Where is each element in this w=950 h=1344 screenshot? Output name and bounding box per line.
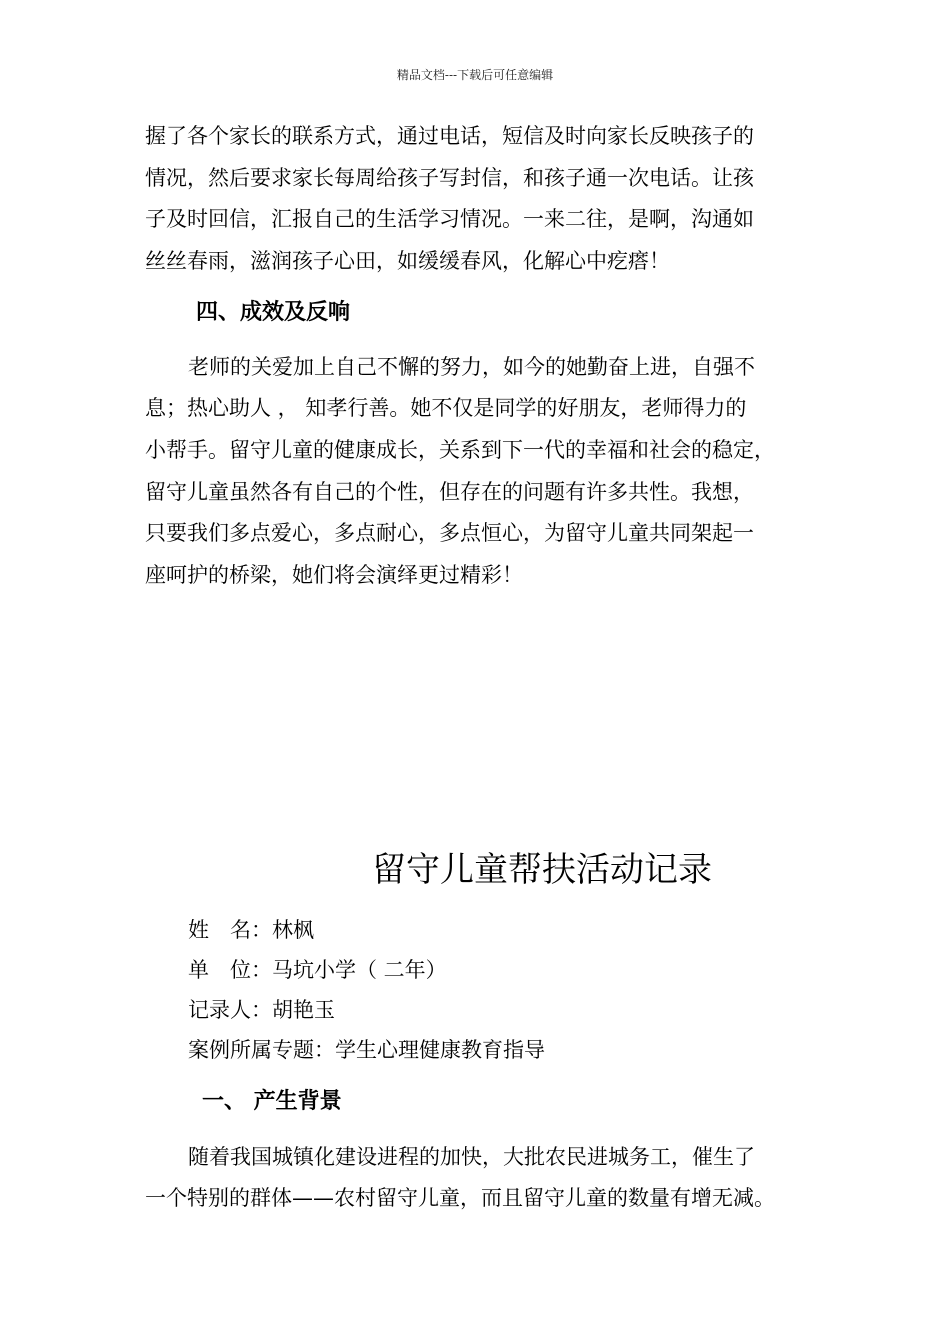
paragraph-line: 情况，然后要求家长每周给孩子写封信，和孩子通一次电话。让孩 bbox=[145, 166, 754, 190]
paragraph-line: 丝丝春雨，滋润孩子心田，如缓缓春风，化解心中疙瘩！ bbox=[145, 249, 670, 273]
paragraph-line: 随着我国城镇化建设进程的加快，大批农民进城务工，催生了 bbox=[188, 1145, 755, 1169]
paragraph-line: 子及时回信，汇报自己的生活学习情况。一来二往，是啊，沟通如 bbox=[145, 207, 754, 231]
record-topic-field: 案例所属专题：学生心理健康教育指导 bbox=[188, 1038, 545, 1062]
record-unit-field: 单 位：马坑小学（ 二年） bbox=[188, 958, 447, 982]
section-heading-results: 四、成效及反响 bbox=[196, 300, 351, 325]
record-recorder-field: 记录人：胡艳玉 bbox=[188, 998, 335, 1022]
page-header: 精品文档---下载后可任意编辑 bbox=[396, 68, 554, 82]
section-heading-background: 一、 产生背景 bbox=[202, 1089, 342, 1114]
paragraph-line: 老师的关爱加上自己不懈的努力，如今的她勤奋上进，自强不 bbox=[188, 355, 755, 379]
paragraph-line: 只要我们多点爱心，多点耐心，多点恒心，为留守儿童共同架起一 bbox=[145, 521, 754, 545]
paragraph-line: 留守儿童虽然各有自己的个性，但存在的问题有许多共性。我想， bbox=[145, 480, 754, 504]
record-name-field: 姓 名：林枫 bbox=[188, 918, 314, 942]
paragraph-line: 座呵护的桥梁，她们将会演绎更过精彩！ bbox=[145, 563, 523, 587]
paragraph-line: 一个特别的群体——农村留守儿童，而且留守儿童的数量有增无减。 bbox=[145, 1186, 775, 1210]
paragraph-line: 息；热心助人 ， 知孝行善。她不仅是同学的好朋友，老师得力的 bbox=[145, 396, 747, 420]
paragraph-line: 握了各个家长的联系方式，通过电话，短信及时向家长反映孩子的 bbox=[145, 124, 754, 148]
paragraph-line: 小帮手。留守儿童的健康成长，关系到下一代的幸福和社会的稳定， bbox=[145, 438, 775, 462]
record-title: 留守儿童帮扶活动记录 bbox=[372, 850, 712, 890]
